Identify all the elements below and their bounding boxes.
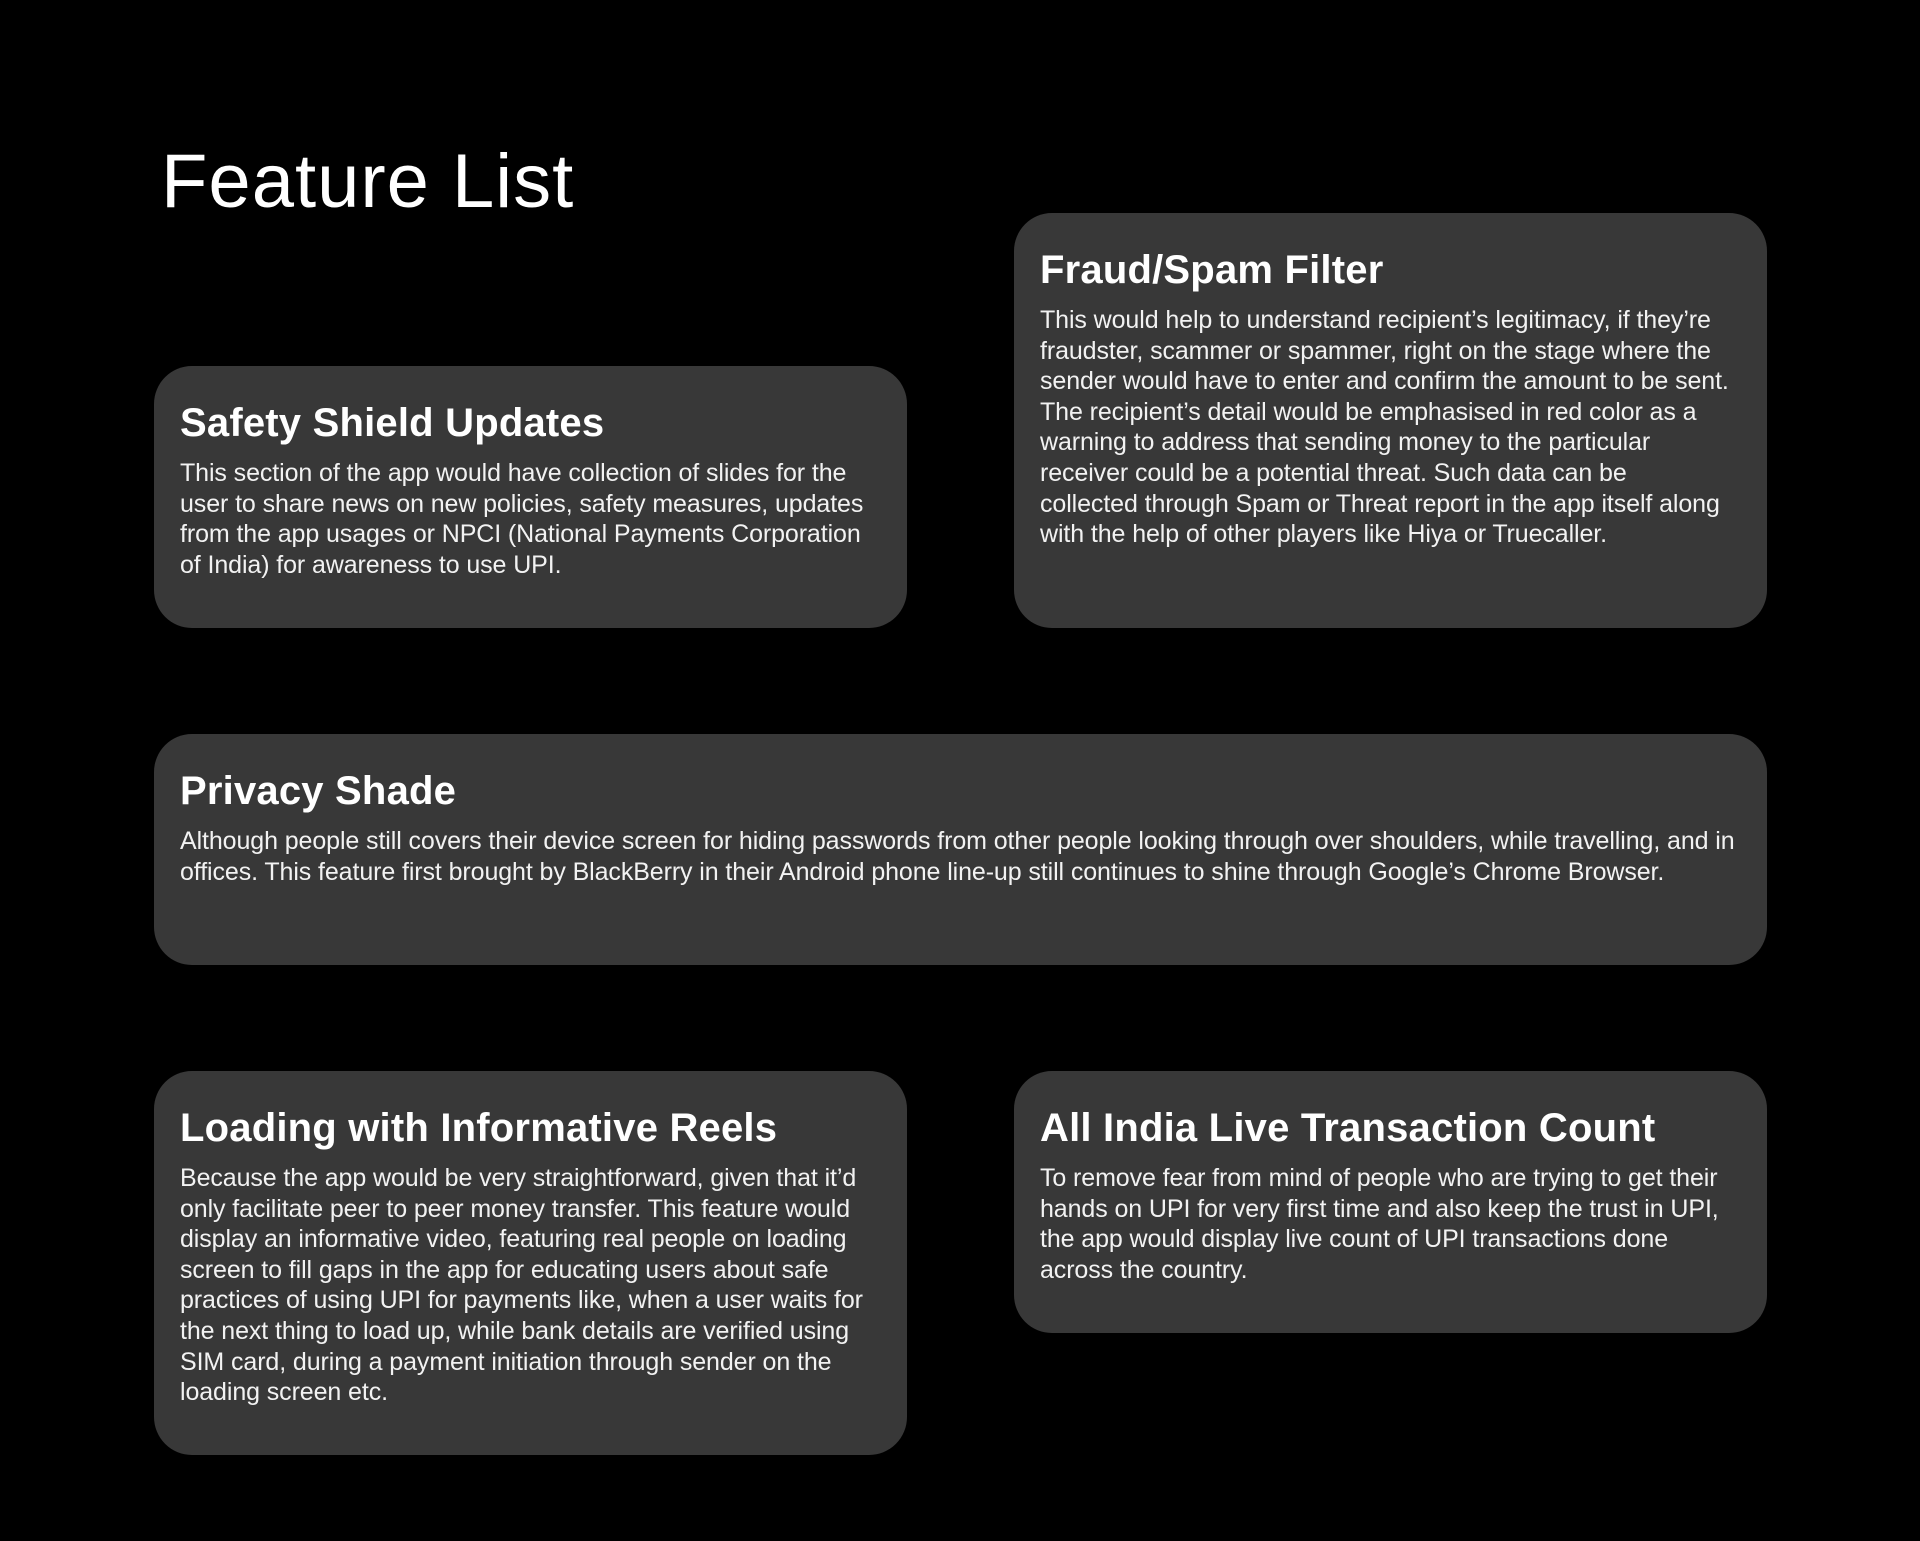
feature-description: This would help to understand recipient’s legitimacy, if they’re fraudster, scammer or spammer, right on the stage where the sender would have to enter and confirm the amount to be sent. The recipient’s detail would be emphasised in red color as a warning to address that sending money to the particular receiver could be a potential threat. Such data can be collected through Spam or Threat report in the app itself along with the help of other players like Hiya or Truecaller.: [1040, 306, 1729, 549]
feature-card-loading-informative-reels: [154, 1071, 907, 1455]
feature-description: Although people still covers their device screen for hiding passwords from other people looking through over shoulders, while travelling, and in offices. This feature first brought by BlackBerry in their Android phone line-up still continues to shine through Google’s Chrome Browser.: [180, 827, 1735, 886]
feature-title: Privacy Shade: [180, 769, 457, 813]
feature-card-safety-shield-updates: [154, 366, 907, 628]
feature-card-live-transaction-count: [1014, 1071, 1767, 1333]
feature-title: All India Live Transaction Count: [1040, 1106, 1656, 1150]
feature-title: Loading with Informative Reels: [180, 1106, 778, 1150]
feature-description: This section of the app would have collection of slides for the user to share news on new policies, safety measures, updates from the app usages or NPCI (National Payments Corporation of India) for awareness to use UPI.: [180, 459, 864, 579]
feature-description: To remove fear from mind of people who are trying to get their hands on UPI for very first time and also keep the trust in UPI, the app would display live count of UPI transactions done across the country.: [1040, 1164, 1719, 1284]
feature-title: Fraud/Spam Filter: [1040, 248, 1384, 292]
feature-card-fraud-spam-filter: [1014, 213, 1767, 628]
page-title: Feature List: [161, 139, 575, 224]
feature-card-privacy-shade: [154, 734, 1767, 965]
feature-description: Because the app would be very straightforward, given that it’d only facilitate peer to peer money transfer. This feature would display an informative video, featuring real people on loading screen to fill gaps in the app for educating users about safe practices of using UPI for payments like, when a user waits for the next thing to load up, while bank details are verified using SIM card, during a payment initiation through sender on the loading screen etc.: [180, 1164, 863, 1407]
feature-title: Safety Shield Updates: [180, 401, 605, 445]
